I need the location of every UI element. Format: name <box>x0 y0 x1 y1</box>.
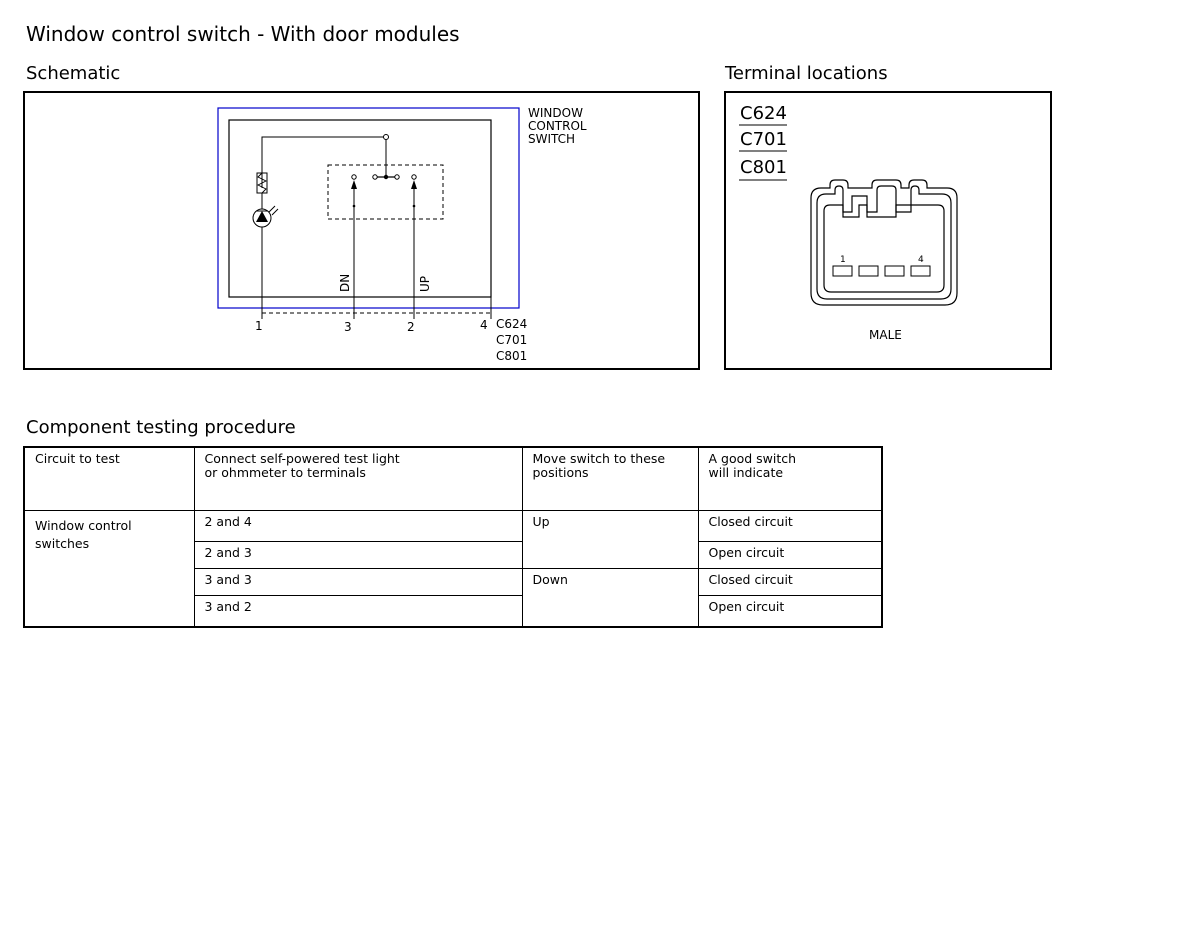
pin-number: 4 <box>480 318 488 332</box>
schematic-diagram <box>25 93 698 368</box>
connector-id: C801 <box>496 349 528 363</box>
terminal-pin <box>833 266 852 276</box>
switch-label-line: CONTROL <box>528 119 587 133</box>
schematic-panel <box>23 91 700 370</box>
terminals-cell: 3 and 2 <box>194 596 522 628</box>
switch-label-line: WINDOW <box>528 106 583 120</box>
switch-housing <box>229 120 491 297</box>
terminal-pin <box>885 266 904 276</box>
terminal-pin <box>911 266 930 276</box>
column-header: Connect self-powered test light or ohmmeter to terminals <box>194 447 522 511</box>
terminal-connector-id: C624 <box>740 103 787 124</box>
result-cell: Open circuit <box>698 596 882 628</box>
testing-table <box>23 446 883 628</box>
terminals-cell: 2 and 4 <box>194 511 522 542</box>
common-node <box>384 135 389 140</box>
testing-heading: Component testing procedure <box>26 417 296 438</box>
terminal-pin <box>859 266 878 276</box>
up-label: UP <box>418 275 432 292</box>
connector-gender: MALE <box>869 328 902 342</box>
up-contact <box>412 175 416 179</box>
terminal-locations-heading: Terminal locations <box>725 63 888 84</box>
column-header: Move switch to these positions <box>522 447 698 511</box>
position-cell: Up <box>522 511 698 569</box>
connector-face-diagram <box>726 93 1050 368</box>
down-contact <box>352 175 356 179</box>
terminal-connector-id: C801 <box>740 157 787 178</box>
pin-number: 1 <box>255 319 263 333</box>
result-cell: Closed circuit <box>698 511 882 542</box>
pin-number: 2 <box>407 320 415 334</box>
terminal-panel <box>724 91 1052 370</box>
connector-shell <box>811 180 957 305</box>
connector-id: C701 <box>496 333 528 347</box>
column-header: A good switch will indicate <box>698 447 882 511</box>
schematic-heading: Schematic <box>26 63 121 84</box>
pin-label-first: 1 <box>840 255 846 265</box>
connector-id: C624 <box>496 317 528 331</box>
result-cell: Closed circuit <box>698 569 882 596</box>
terminal-connector-id: C701 <box>740 129 787 150</box>
result-cell: Open circuit <box>698 542 882 569</box>
column-header: Circuit to test <box>24 447 194 511</box>
terminals-cell: 3 and 3 <box>194 569 522 596</box>
dn-label: DN <box>338 273 352 292</box>
table-row <box>24 511 882 542</box>
pin-label-last: 4 <box>918 255 924 265</box>
table-header-row <box>24 447 882 511</box>
circuit-cell: Window control switches <box>24 511 194 628</box>
switch-label-line: SWITCH <box>528 132 576 146</box>
terminals-cell: 2 and 3 <box>194 542 522 569</box>
page-title: Window control switch - With door modules <box>26 22 460 46</box>
position-cell: Down <box>522 569 698 628</box>
pin-number: 3 <box>344 320 352 334</box>
common-wire <box>262 137 386 188</box>
switch-outline-blue <box>218 108 519 308</box>
